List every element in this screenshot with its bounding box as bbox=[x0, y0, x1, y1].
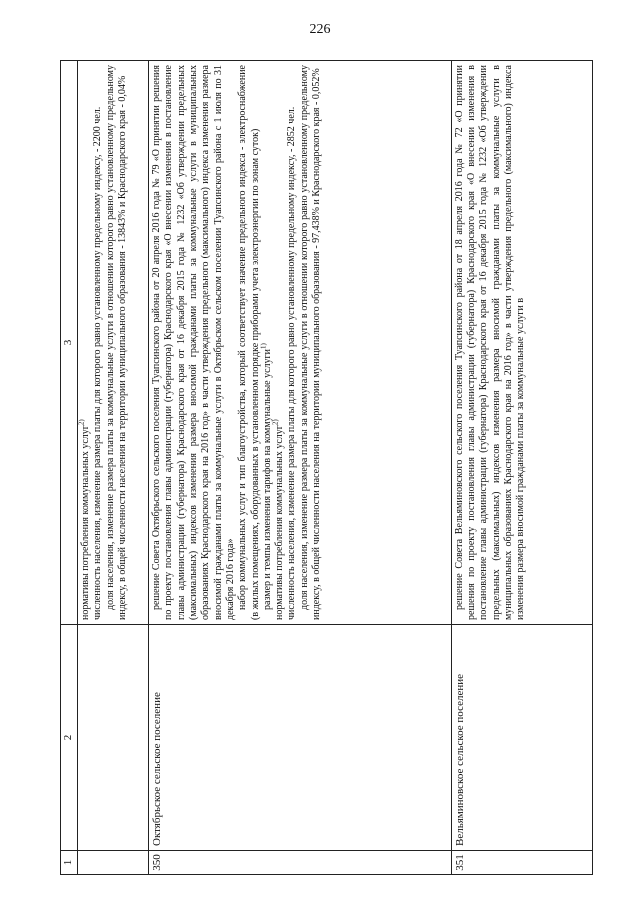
row-name-cell bbox=[78, 625, 149, 851]
paragraph-text: доля населения, изменение размера платы за коммунальные услуги в отношении которого равно установленному предельному индексу, в общей численности населения на территории муниципального образования - 13843% и Краснодарского края - 0,04% bbox=[104, 65, 128, 620]
footnote-ref: 1) bbox=[259, 343, 268, 349]
page-number: 226 bbox=[309, 22, 331, 37]
paragraph bbox=[77, 65, 92, 620]
paragraph-text: размер и темпы изменения тарифов на коммунальные услуги bbox=[261, 348, 273, 610]
row-number-cell bbox=[78, 851, 149, 875]
paragraph-text: нормативы потребления коммунальных услуг bbox=[80, 425, 92, 620]
paragraph bbox=[299, 65, 324, 620]
paragraph bbox=[151, 65, 237, 620]
paragraph-text: численность населения, изменение размера платы для которого равно установленному предельному индексу, - 2852 чел. bbox=[286, 106, 298, 620]
header-col-1: 1 bbox=[61, 851, 78, 875]
paragraph-text: нормативы потребления коммунальных услуг bbox=[274, 425, 286, 620]
paragraph-text: набор коммунальных услуг и тип благоустройства, который соответствует значение предельного индекса - электроснабжение (в жилых помещениях, оборудованных в установленном порядке приборами учета электроэнергии по зонам суток) bbox=[237, 65, 261, 620]
paragraph-text: решение Совета Вельяминовского сельского поселения Туапсинского района от 18 апреля 2016 года № 72 «О принятии решения по проекту постановления главы администрации (губернатора) Краснодарского края «О внесении изменения в постановление главы администрации (губернатора) Краснодарского края от 16 декабря 2015 года № 1232 «Об утверждении предельных (максимальных) индексов изменения размера вносимой гражданами платы за коммунальные услуги в муниципальных образованиях Краснодарского края на 2016 год» в части утверждения предельного (максимального) индекса изменения размера вносимой гражданами платы за коммунальные услуги в bbox=[453, 65, 527, 620]
row-name-cell: Вельяминовское сельское поселение bbox=[451, 625, 592, 851]
paragraph-text: доля населения, изменение размера платы за коммунальные услуги в отношении которого равно установленному предельному индексу, в общей численности населения на территории муниципального образования - 97,438% и Краснодарского края - 0,052% bbox=[298, 65, 323, 620]
table-row-350 bbox=[149, 61, 452, 875]
paragraph bbox=[105, 65, 130, 620]
paragraph bbox=[271, 65, 286, 620]
row-name-cell: Октябрьское сельское поселение bbox=[149, 625, 452, 851]
row-number-cell: 350 bbox=[149, 851, 452, 875]
paragraph-text: численность населения, изменение размера платы для которого равно установленному предельному индексу, - 2200 чел. bbox=[92, 106, 104, 620]
paragraph bbox=[92, 65, 104, 620]
table-row-continuation bbox=[78, 61, 149, 875]
paragraph bbox=[286, 65, 298, 620]
row-description-cell bbox=[149, 61, 452, 625]
row-description-cell bbox=[451, 61, 592, 625]
paragraph bbox=[259, 65, 274, 620]
rotated-table bbox=[60, 60, 593, 875]
paragraph bbox=[237, 65, 262, 620]
header-col-2: 2 bbox=[61, 625, 78, 851]
footnote-ref: 2) bbox=[271, 419, 280, 426]
tariff-index-table bbox=[60, 60, 593, 875]
footnote-ref: 2) bbox=[77, 419, 86, 426]
table-row-351 bbox=[451, 61, 592, 875]
paragraph bbox=[454, 65, 528, 620]
table-header-row bbox=[61, 61, 78, 875]
header-col-3: 3 bbox=[61, 61, 78, 625]
paragraph-text: решение Совета Октябрьского сельского поселения Туапсинского района от 20 апреля 2016 года № 79 «О принятии решения по проекту постановления главы администрации (губернатора) Краснодарского края «О внесении изменения в постановление главы администрации (губернатора) Краснодарского края от 16 декабря 2015 года № 1232 «Об утверждении предельных (максимальных) индексов изменения размера вносимой гражданами платы за коммунальные услуги в муниципальных образованиях Краснодарского края на 2016 год» в части утверждения предельного (максимального) индекса изменения размера вносимой гражданами платы за коммунальные услуги в Октябрьском сельском поселении Туапсинского района с 1 июля по 31 декабря 2016 года» bbox=[151, 65, 236, 620]
row-number-cell: 351 bbox=[451, 851, 592, 875]
row-description-cell bbox=[78, 61, 149, 625]
